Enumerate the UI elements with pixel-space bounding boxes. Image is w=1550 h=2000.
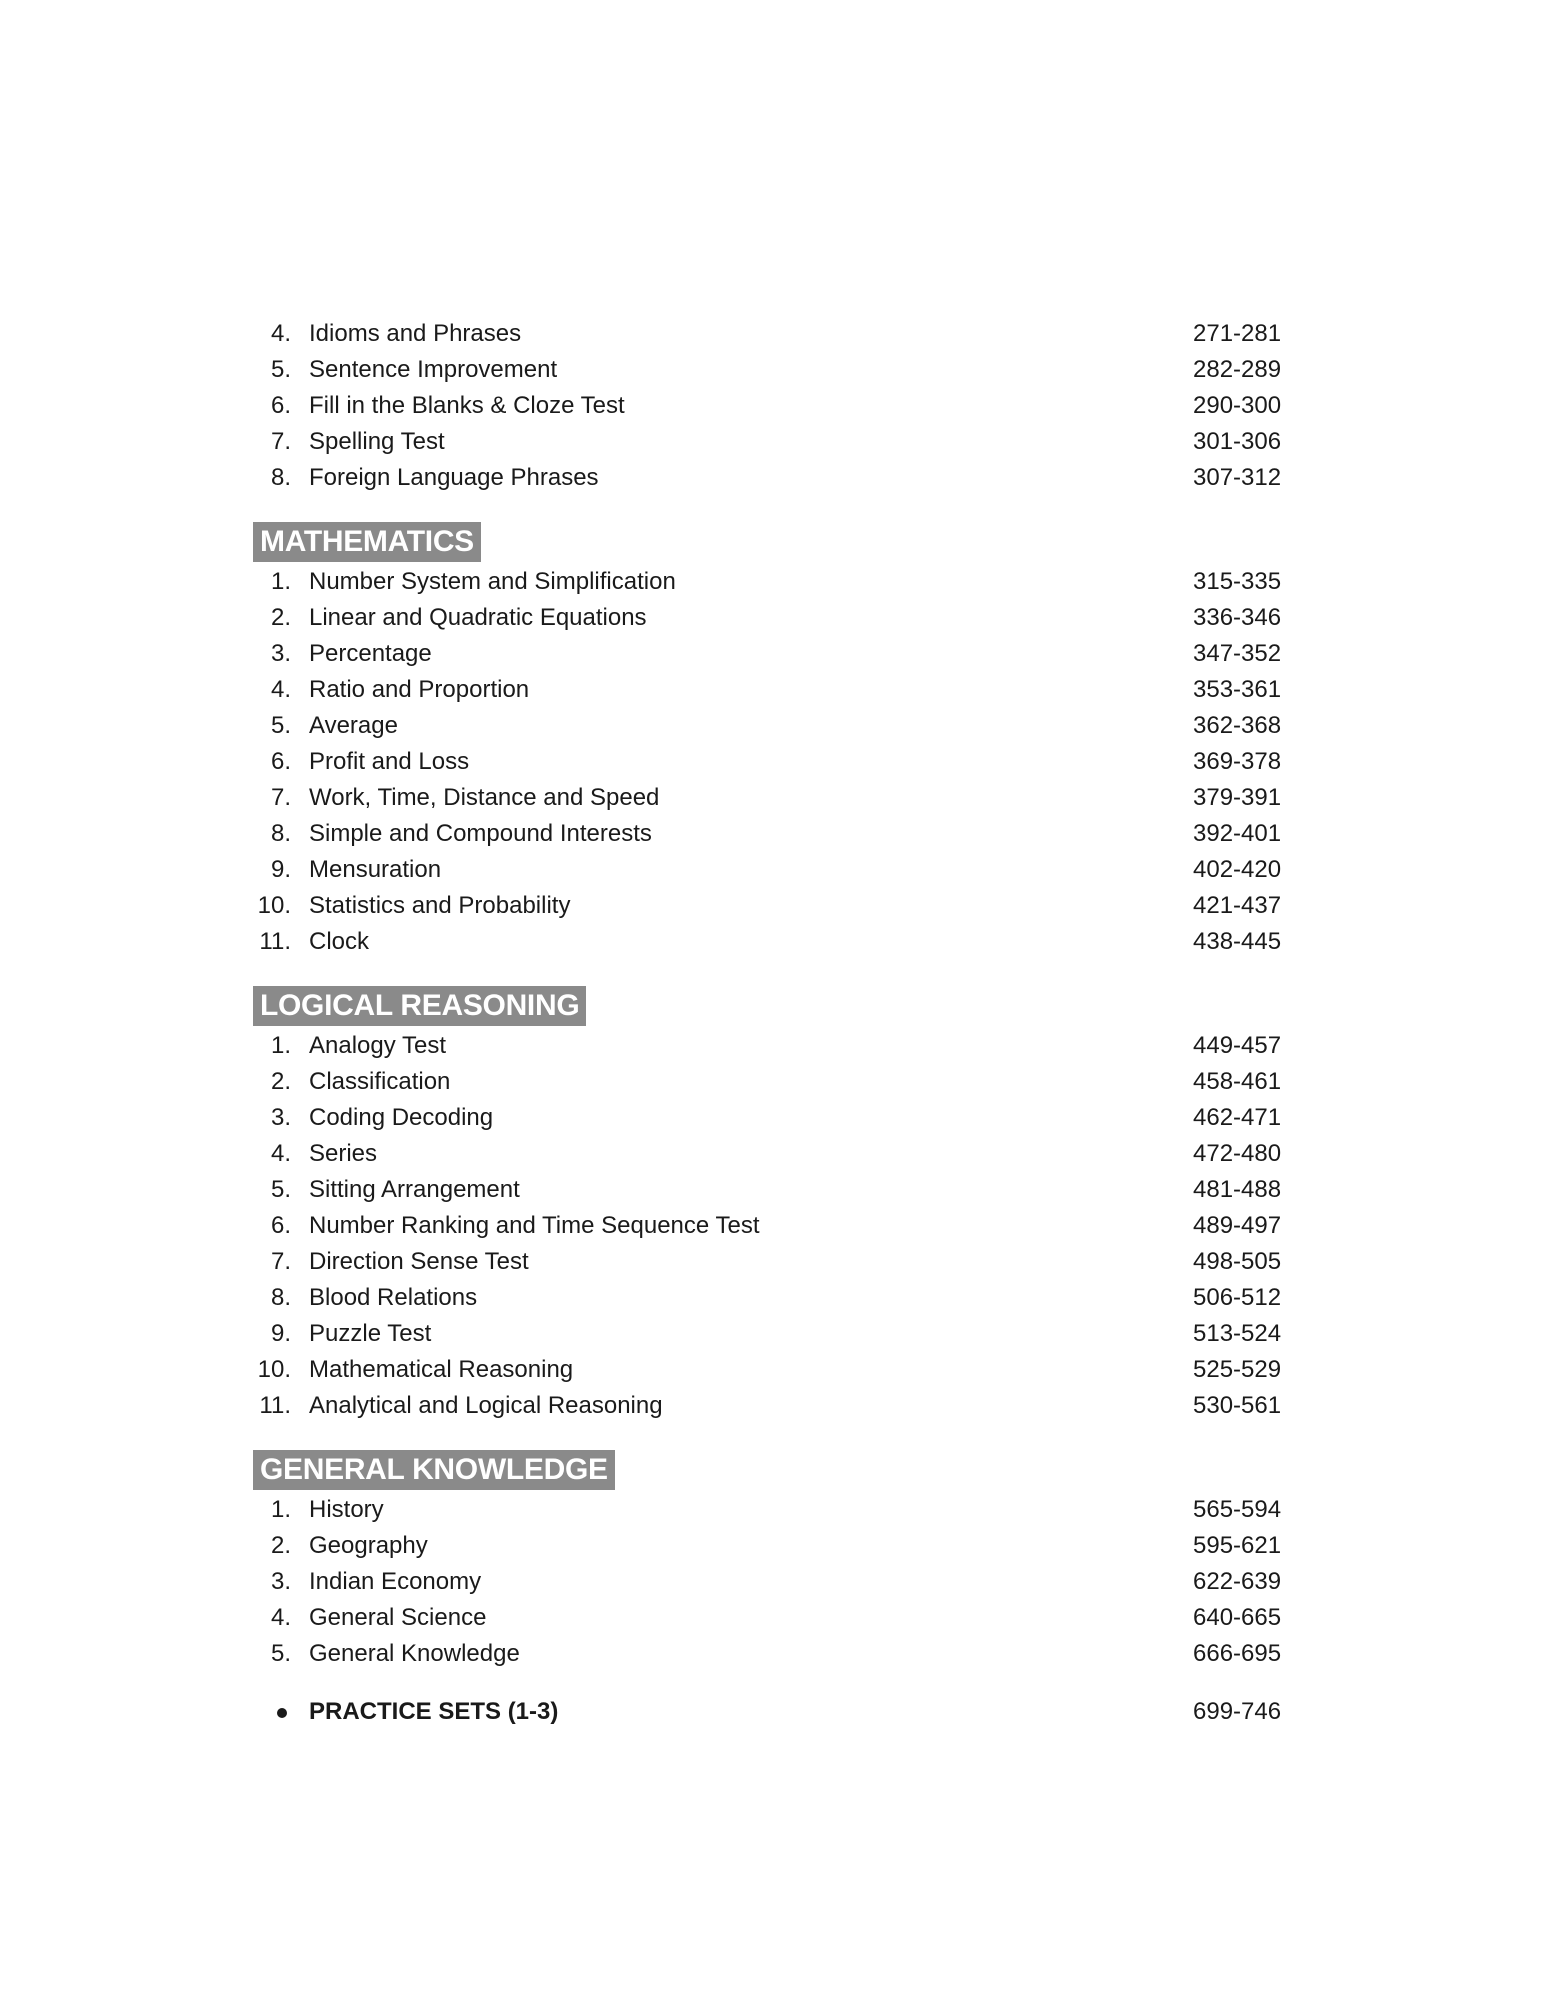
toc-row[interactable] bbox=[253, 924, 1283, 960]
bullet-icon bbox=[277, 1708, 287, 1718]
section-heading-general-knowledge: GENERAL KNOWLEDGE bbox=[253, 1450, 615, 1490]
toc-row[interactable] bbox=[253, 564, 1283, 600]
item-number: 3. bbox=[270, 1104, 291, 1131]
item-title: Analogy Test bbox=[309, 1032, 446, 1059]
toc-row[interactable] bbox=[253, 1600, 1283, 1636]
item-pages: 438-445 bbox=[1193, 928, 1282, 955]
item-number: 9. bbox=[270, 856, 291, 883]
item-pages: 301-306 bbox=[1193, 428, 1282, 455]
item-pages: 513-524 bbox=[1193, 1320, 1282, 1347]
toc-row[interactable] bbox=[253, 1136, 1283, 1172]
item-pages: 421-437 bbox=[1193, 892, 1282, 919]
item-number: 2. bbox=[270, 1068, 291, 1095]
toc-row[interactable] bbox=[253, 708, 1283, 744]
item-title: Number System and Simplification bbox=[309, 568, 676, 595]
item-title: Analytical and Logical Reasoning bbox=[309, 1392, 663, 1419]
section-heading-logical-reasoning: LOGICAL REASONING bbox=[253, 986, 586, 1026]
toc-row[interactable] bbox=[253, 352, 1283, 388]
item-number: 6. bbox=[270, 748, 291, 775]
item-pages: 458-461 bbox=[1193, 1068, 1282, 1095]
item-pages: 489-497 bbox=[1193, 1212, 1282, 1239]
section-logical-reasoning bbox=[253, 986, 1283, 1424]
section-mathematics bbox=[253, 522, 1283, 960]
item-pages: 402-420 bbox=[1193, 856, 1282, 883]
toc-row[interactable] bbox=[253, 460, 1283, 496]
item-title: Sitting Arrangement bbox=[309, 1176, 520, 1203]
item-number: 5. bbox=[270, 1176, 291, 1203]
toc-row[interactable] bbox=[253, 1028, 1283, 1064]
toc-row[interactable] bbox=[253, 1388, 1283, 1424]
toc-row[interactable] bbox=[253, 816, 1283, 852]
item-title: History bbox=[309, 1496, 384, 1523]
item-number: 5. bbox=[270, 356, 291, 383]
item-title: Mathematical Reasoning bbox=[309, 1356, 574, 1383]
item-pages: 353-361 bbox=[1193, 676, 1282, 703]
item-number: 8. bbox=[270, 1284, 291, 1311]
toc-row[interactable] bbox=[253, 1492, 1283, 1528]
item-number: 5. bbox=[270, 1640, 291, 1667]
item-number: 1. bbox=[270, 568, 291, 595]
item-pages: 347-352 bbox=[1193, 640, 1282, 667]
item-pages: 315-335 bbox=[1193, 568, 1282, 595]
toc-row[interactable] bbox=[253, 1280, 1283, 1316]
item-title: Blood Relations bbox=[309, 1284, 478, 1311]
toc-row[interactable] bbox=[253, 1064, 1283, 1100]
item-number: 2. bbox=[270, 1532, 291, 1559]
practice-sets-title: PRACTICE SETS (1-3) bbox=[309, 1698, 559, 1725]
item-title: Idioms and Phrases bbox=[309, 320, 522, 347]
item-pages: 506-512 bbox=[1193, 1284, 1282, 1311]
item-pages: 336-346 bbox=[1193, 604, 1282, 631]
item-title: Direction Sense Test bbox=[309, 1248, 529, 1275]
item-number: 9. bbox=[270, 1320, 291, 1347]
table-of-contents bbox=[253, 316, 1283, 1730]
item-pages: 565-594 bbox=[1193, 1496, 1282, 1523]
toc-row[interactable] bbox=[253, 636, 1283, 672]
item-title: Indian Economy bbox=[309, 1568, 482, 1595]
item-title: Profit and Loss bbox=[309, 748, 470, 775]
item-number: 6. bbox=[270, 1212, 291, 1239]
item-title: Sentence Improvement bbox=[309, 356, 558, 383]
item-title: Geography bbox=[309, 1532, 428, 1559]
item-title: Spelling Test bbox=[309, 428, 445, 455]
item-pages: 530-561 bbox=[1193, 1392, 1282, 1419]
item-title: Mensuration bbox=[309, 856, 442, 883]
item-title: Coding Decoding bbox=[309, 1104, 494, 1131]
item-number: 6. bbox=[270, 392, 291, 419]
item-title: Average bbox=[309, 712, 398, 739]
item-title: Series bbox=[309, 1140, 378, 1167]
toc-row[interactable] bbox=[253, 1316, 1283, 1352]
toc-row[interactable] bbox=[253, 780, 1283, 816]
item-number: 11. bbox=[259, 928, 291, 955]
item-number: 3. bbox=[270, 1568, 291, 1595]
item-number: 1. bbox=[270, 1496, 291, 1523]
toc-row[interactable] bbox=[253, 1636, 1283, 1672]
item-number: 7. bbox=[270, 784, 291, 811]
toc-row[interactable] bbox=[253, 888, 1283, 924]
toc-row[interactable] bbox=[253, 672, 1283, 708]
item-pages: 282-289 bbox=[1193, 356, 1282, 383]
item-pages: 307-312 bbox=[1193, 464, 1282, 491]
toc-row[interactable] bbox=[253, 600, 1283, 636]
item-title: Linear and Quadratic Equations bbox=[309, 604, 647, 631]
item-pages: 369-378 bbox=[1193, 748, 1282, 775]
item-pages: 640-665 bbox=[1193, 1604, 1282, 1631]
item-pages: 525-529 bbox=[1193, 1356, 1282, 1383]
item-number: 2. bbox=[270, 604, 291, 631]
toc-row[interactable] bbox=[253, 1208, 1283, 1244]
section-general-knowledge bbox=[253, 1450, 1283, 1672]
item-number: 1. bbox=[270, 1032, 291, 1059]
item-pages: 271-281 bbox=[1193, 320, 1282, 347]
item-title: Classification bbox=[309, 1068, 451, 1095]
item-title: Statistics and Probability bbox=[309, 892, 571, 919]
toc-row[interactable] bbox=[253, 1528, 1283, 1564]
toc-row[interactable] bbox=[253, 1564, 1283, 1600]
toc-row[interactable] bbox=[253, 1244, 1283, 1280]
item-pages: 290-300 bbox=[1193, 392, 1282, 419]
item-title: Simple and Compound Interests bbox=[309, 820, 652, 847]
toc-row[interactable] bbox=[253, 316, 1283, 352]
item-title: General Science bbox=[309, 1604, 487, 1631]
item-number: 3. bbox=[270, 640, 291, 667]
item-number: 11. bbox=[259, 1392, 291, 1419]
toc-row[interactable] bbox=[253, 1352, 1283, 1388]
item-number: 8. bbox=[270, 820, 291, 847]
item-title: Puzzle Test bbox=[309, 1320, 432, 1347]
item-number: 4. bbox=[270, 676, 291, 703]
item-pages: 622-639 bbox=[1193, 1568, 1282, 1595]
item-title: Work, Time, Distance and Speed bbox=[309, 784, 660, 811]
item-title: Ratio and Proportion bbox=[309, 676, 530, 703]
toc-row[interactable] bbox=[253, 852, 1283, 888]
toc-row[interactable] bbox=[253, 424, 1283, 460]
toc-row[interactable] bbox=[253, 388, 1283, 424]
item-number: 8. bbox=[270, 464, 291, 491]
item-number: 4. bbox=[270, 1140, 291, 1167]
section-english-continued bbox=[253, 316, 1283, 496]
item-pages: 472-480 bbox=[1193, 1140, 1282, 1167]
item-number: 7. bbox=[270, 1248, 291, 1275]
practice-sets-pages: 699-746 bbox=[1193, 1698, 1282, 1725]
item-pages: 379-391 bbox=[1193, 784, 1282, 811]
item-pages: 449-457 bbox=[1193, 1032, 1282, 1059]
item-title: Clock bbox=[309, 928, 370, 955]
item-title: Percentage bbox=[309, 640, 432, 667]
toc-row[interactable] bbox=[253, 1100, 1283, 1136]
item-pages: 392-401 bbox=[1193, 820, 1282, 847]
item-pages: 595-621 bbox=[1193, 1532, 1282, 1559]
item-title: Fill in the Blanks & Cloze Test bbox=[309, 392, 625, 419]
item-pages: 498-505 bbox=[1193, 1248, 1282, 1275]
item-pages: 362-368 bbox=[1193, 712, 1282, 739]
item-title: Number Ranking and Time Sequence Test bbox=[309, 1212, 760, 1239]
item-pages: 666-695 bbox=[1193, 1640, 1282, 1667]
item-number: 5. bbox=[270, 712, 291, 739]
practice-sets-row[interactable] bbox=[253, 1694, 1283, 1730]
item-pages: 481-488 bbox=[1193, 1176, 1282, 1203]
section-heading-mathematics: MATHEMATICS bbox=[253, 522, 481, 562]
item-number: 7. bbox=[270, 428, 291, 455]
toc-row[interactable] bbox=[253, 744, 1283, 780]
item-title: General Knowledge bbox=[309, 1640, 520, 1667]
item-title: Foreign Language Phrases bbox=[309, 464, 599, 491]
item-number: 10. bbox=[257, 1356, 291, 1383]
item-number: 10. bbox=[257, 892, 291, 919]
item-number: 4. bbox=[270, 1604, 291, 1631]
item-number: 4. bbox=[270, 320, 291, 347]
toc-row[interactable] bbox=[253, 1172, 1283, 1208]
item-pages: 462-471 bbox=[1193, 1104, 1282, 1131]
